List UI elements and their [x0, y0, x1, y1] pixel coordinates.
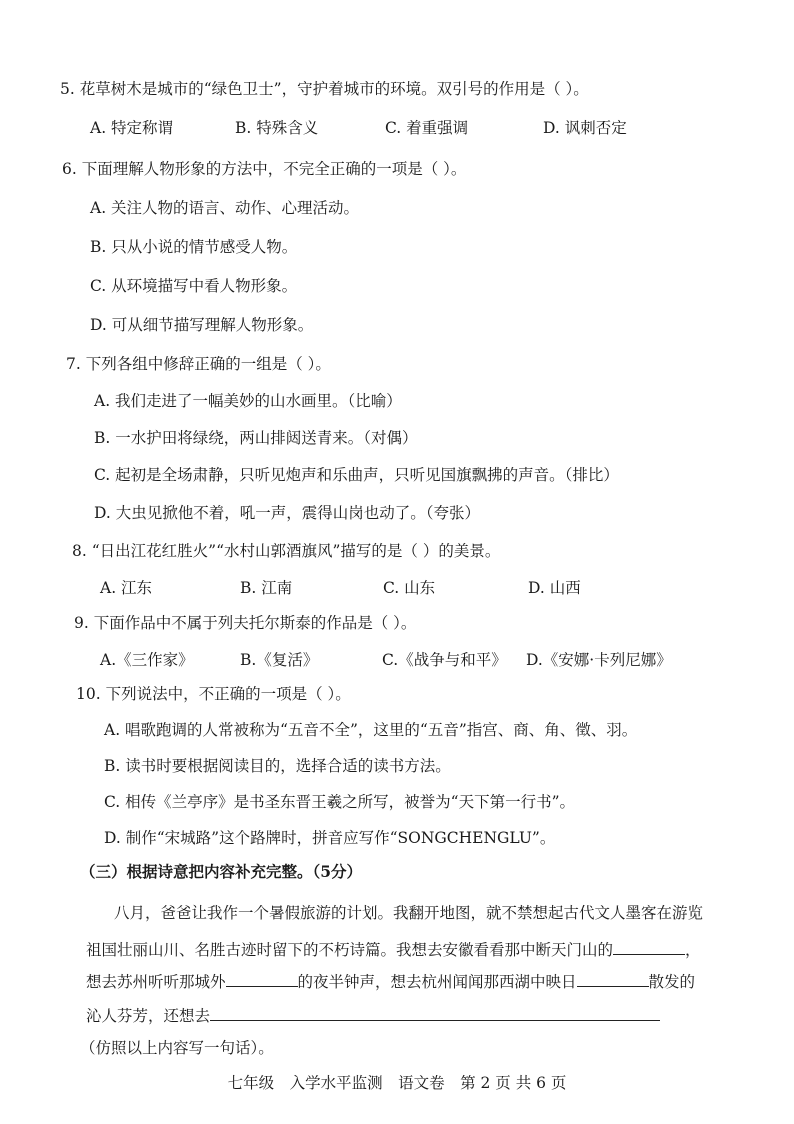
- paragraph-line-3: 想去苏州听听那城外 的夜半钟声，想去杭州闻闻那西湖中映日 散发的: [86, 970, 695, 993]
- q10-option-c: C. 相传《兰亭序》是书圣东晋王羲之所写，被誉为“天下第一行书”。: [104, 793, 576, 811]
- q8-option-c: C. 山东: [383, 579, 436, 597]
- paragraph-line-1: 八月，爸爸让我作一个暑假旅游的计划。我翻开地图，就不禁想起古代文人墨客在游览: [114, 904, 704, 922]
- q7-option-c: C. 起初是全场肃静，只听见炮声和乐曲声，只听见国旗飘拂的声音。（排比）: [94, 466, 619, 484]
- q10-option-a: A. 唱歌跑调的人常被称为“五音不全”，这里的“五音”指宫、商、角、徵、羽。: [104, 721, 638, 739]
- q9-option-b: B.《复活》: [240, 651, 319, 669]
- q9-option-a: A.《三作家》: [100, 651, 194, 669]
- page-footer: 七年级 入学水平监测 语文卷 第 2 页 共 6 页: [227, 1074, 567, 1092]
- fill-blank-4[interactable]: [210, 1004, 660, 1021]
- q8-option-a: A. 江东: [100, 579, 153, 597]
- q7-option-a: A. 我们走进了一幅美妙的山水画里。（比喻）: [94, 392, 402, 410]
- fill-blank-2[interactable]: [226, 970, 298, 987]
- q5-option-c: C. 着重强调: [385, 119, 469, 137]
- question-6-stem: 6. 下面理解人物形象的方法中，不完全正确的一项是（ ）。: [62, 160, 467, 178]
- q5-option-b: B. 特殊含义: [235, 119, 319, 137]
- q6-option-c: C. 从环境描写中看人物形象。: [90, 277, 298, 295]
- section-3-heading: （三）根据诗意把内容补充完整。（5分）: [80, 862, 363, 881]
- question-5-stem: 5. 花草树木是城市的“绿色卫士”，守护着城市的环境。双引号的作用是（ ）。: [60, 80, 589, 98]
- q8-option-d: D. 山西: [528, 579, 581, 597]
- q7-option-d: D. 大虫见掀他不着，吼一声，震得山岗也动了。（夸张）: [94, 504, 480, 522]
- q9-option-c: C.《战争与和平》: [382, 651, 507, 669]
- q5-option-d: D. 讽刺否定: [543, 119, 627, 137]
- fill-blank-1[interactable]: [613, 938, 685, 955]
- q5-option-a: A. 特定称谓: [90, 119, 174, 137]
- question-9-stem: 9. 下面作品中不属于列夫托尔斯泰的作品是（ ）。: [74, 614, 417, 632]
- q6-option-b: B. 只从小说的情节感受人物。: [90, 238, 298, 256]
- q10-option-b: B. 读书时要根据阅读目的，选择合适的读书方法。: [104, 757, 451, 775]
- question-8-stem: 8. “日出江花红胜火”“水村山郭酒旗风”描写的是（ ）的美景。: [72, 542, 501, 560]
- paragraph-line-5: （仿照以上内容写一句话）。: [80, 1039, 274, 1057]
- q6-option-d: D. 可从细节描写理解人物形象。: [90, 316, 314, 334]
- q7-option-b: B. 一水护田将绿绕，两山排闼送青来。（对偶）: [94, 429, 418, 447]
- fill-blank-3[interactable]: [577, 970, 649, 987]
- q9-option-d: D.《安娜·卡列尼娜》: [526, 651, 672, 669]
- question-10-stem: 10. 下列说法中，不正确的一项是（ ）。: [76, 685, 351, 703]
- q10-option-d: D. 制作“宋城路”这个路牌时，拼音应写作“SONGCHENGLU”。: [104, 829, 556, 847]
- q8-option-b: B. 江南: [240, 579, 293, 597]
- question-7-stem: 7. 下列各组中修辞正确的一组是（ ）。: [66, 355, 331, 373]
- paragraph-line-2: 祖国壮丽山川、名胜古迹时留下的不朽诗篇。我想去安徽看看那中断天门山的 ，: [86, 938, 701, 961]
- paragraph-line-4: 沁人芬芳，还想去: [86, 1004, 660, 1027]
- q6-option-a: A. 关注人物的语言、动作、心理活动。: [90, 199, 360, 217]
